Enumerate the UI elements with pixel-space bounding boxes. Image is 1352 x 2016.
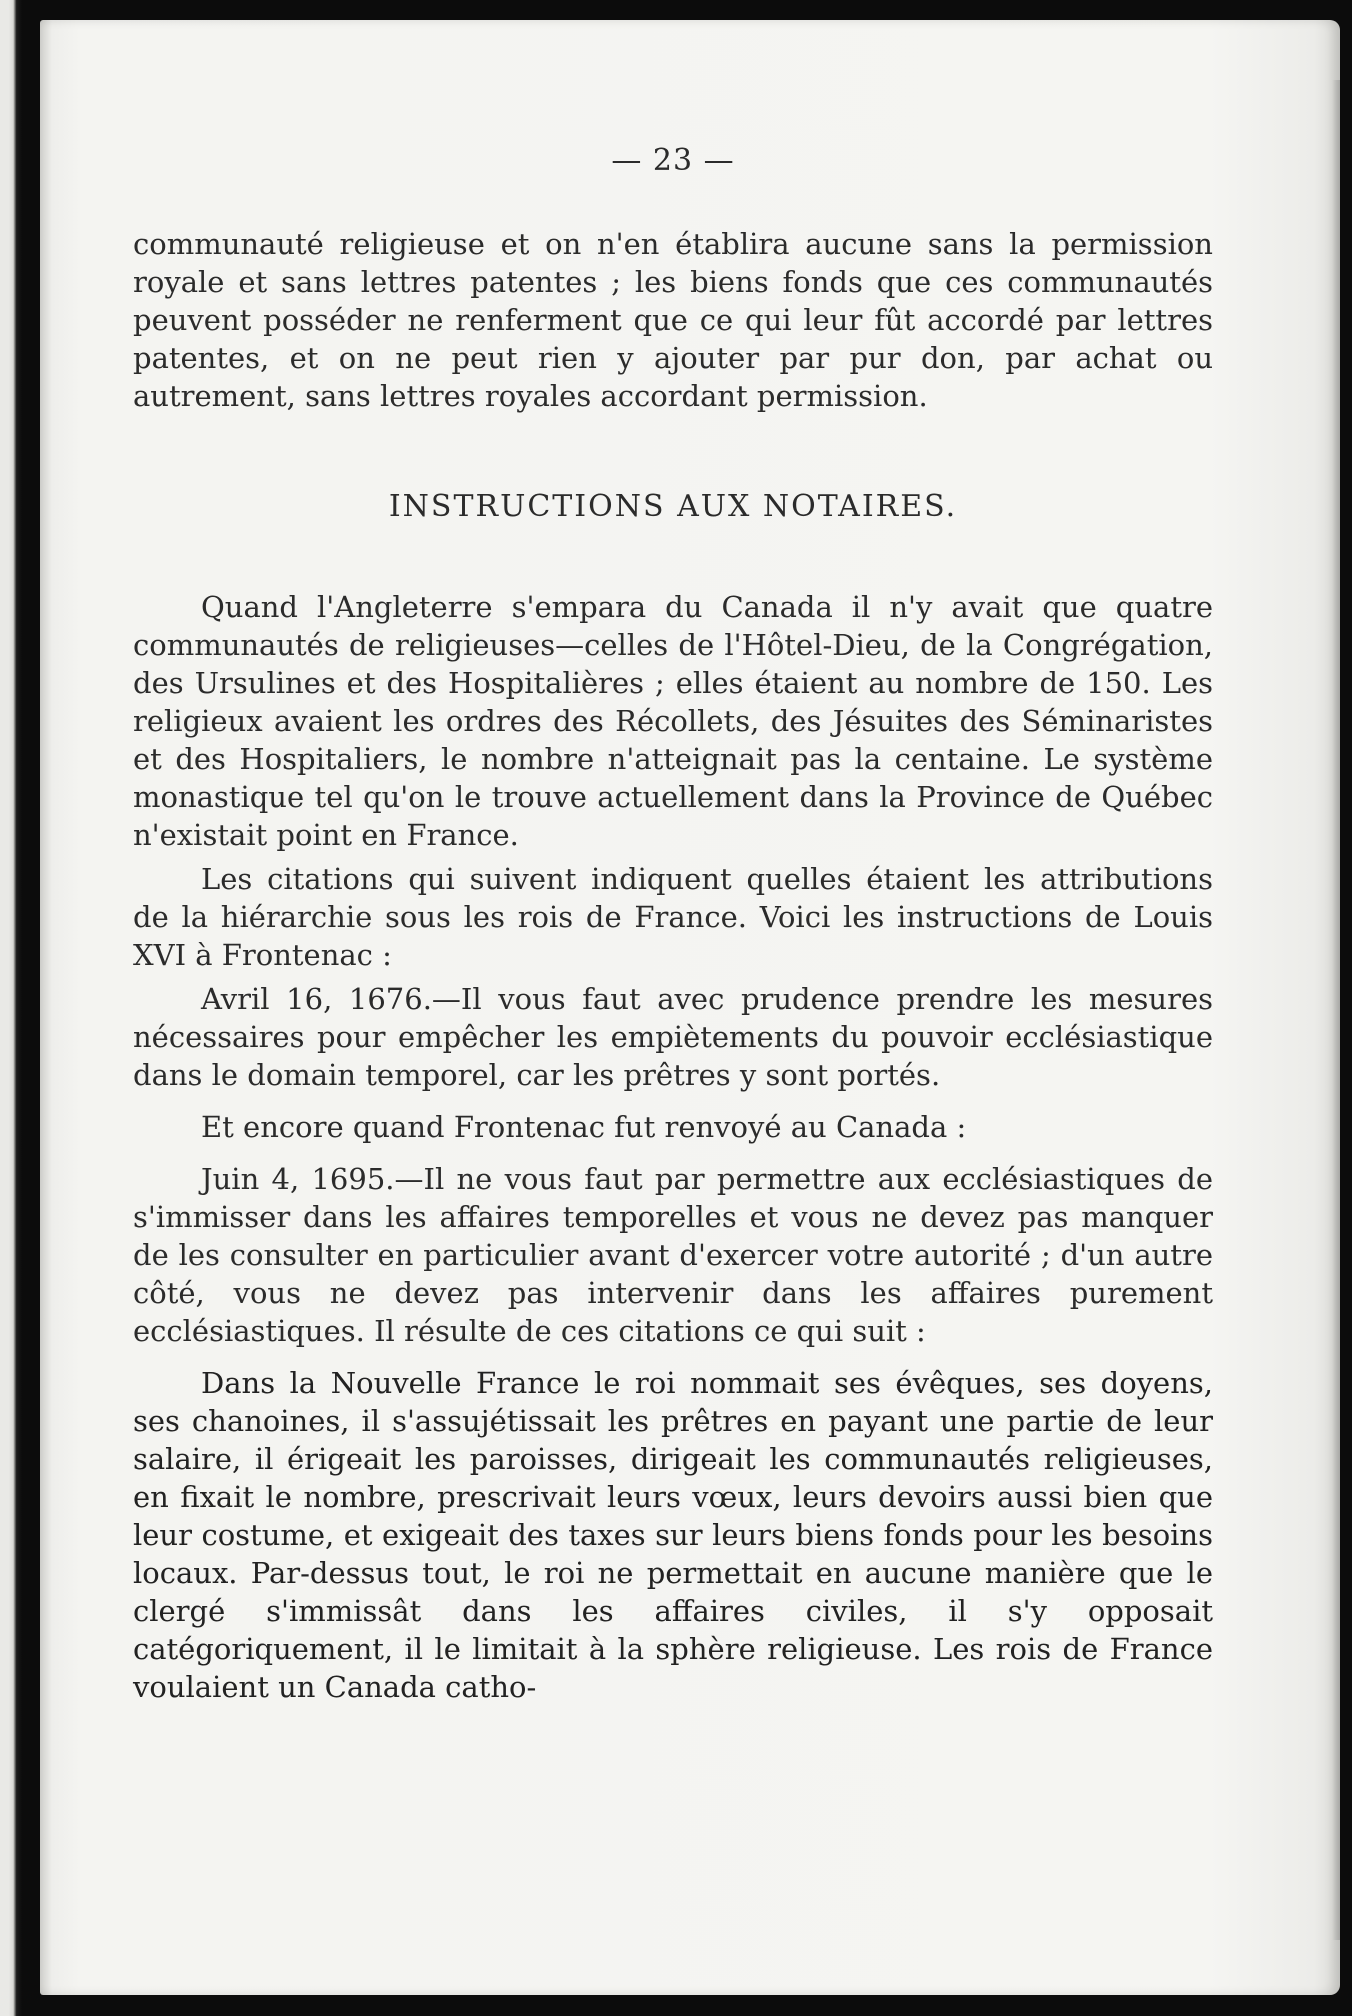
page-edge-shadow bbox=[1332, 80, 1340, 1940]
section-body bbox=[133, 588, 1213, 1706]
previous-page-edge bbox=[0, 0, 22, 2016]
book-page bbox=[40, 20, 1340, 1995]
paragraph-communities: Quand l'Angleterre s'empara du Canada il n'y avait que quatre communautés de religieuses—celles de l'Hôtel-Dieu, de la Congrégation, des Ursulines et des Hospitalières ; elles étaient au nombre de 150. Les religieux avaient les ordres des Récollets, des Jésuites des Séminaristes et des Hospitaliers, le nombre n'atteignait pas la centaine. Le système monastique tel qu'on le trouve actuellement dans la Province de Québec n'existait point en France. bbox=[133, 590, 1213, 852]
paragraph-nouvelle-france: Dans la Nouvelle France le roi nommait ses évêques, ses doyens, ses chanoines, il s'assujétissait les prêtres en payant une partie de leur salaire, il érigeait les paroisses, dirigeait les communautés religieuses, en fixait le nombre, prescrivait leurs vœux, leurs devoirs aussi bien que leur costume, et exigeait des taxes sur leurs biens fonds pour les besoins locaux. Par-dessus tout, le roi ne permettait en aucune manière que le clergé s'immissât dans les affaires civiles, il s'y opposait catégoriquement, il le limitait à la sphère religieuse. Les rois de France voulaient un Canada catho- bbox=[133, 1366, 1213, 1704]
section-heading: INSTRUCTIONS AUX NOTAIRES. bbox=[388, 489, 958, 524]
paragraph-citation-1695: Juin 4, 1695.—Il ne vous faut par permettre aux ecclésiastiques de s'immisser dans les affaires temporelles et vous ne devez pas manquer de les consulter en particulier avant d'exercer votre autorité ; d'un autre côté, vous ne devez pas intervenir dans les affaires purement ecclésiastiques. Il résulte de ces citations ce qui suit : bbox=[133, 1162, 1213, 1348]
paragraph-citations-intro: Les citations qui suivent indiquent quelles étaient les attributions de la hiérarchie sous les rois de France. Voici les instructions de Louis XVI à Frontenac : bbox=[133, 862, 1213, 972]
paragraph-citation-1676: Avril 16, 1676.—Il vous faut avec prudence prendre les mesures nécessaires pour empêcher les empiètements du pouvoir ecclésiastique dans le domain temporel, car les prêtres y sont portés. bbox=[133, 982, 1213, 1092]
paragraph-frontenac-return: Et encore quand Frontenac fut renvoyé au Canada : bbox=[201, 1110, 967, 1144]
page-number: — 23 — bbox=[611, 143, 735, 178]
continued-paragraph: communauté religieuse et on n'en établira aucune sans la permission royale et sans lettres patentes ; les biens fonds que ces communautés peuvent posséder ne renferment que ce qui leur fût accordé par lettres patentes, et on ne peut rien y ajouter par pur don, par achat ou autrement, sans lettres royales accordant permission. bbox=[133, 227, 1213, 413]
